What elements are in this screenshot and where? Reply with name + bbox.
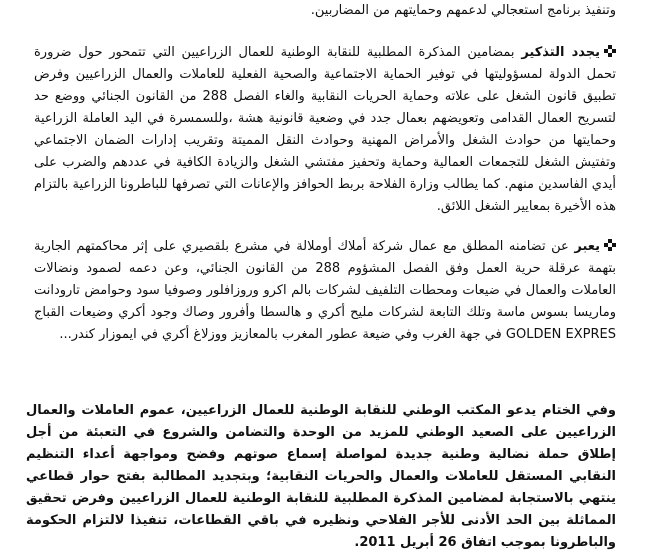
bullet-lead: يجدد التذكير (521, 45, 600, 60)
conclusion-text: وفي الختام يدعو المكتب الوطني للنقابة الوطنية للعمال الزراعيين، عموم العاملات والعمال الزراعيين على الصعيد الوطني للمزيد من الوحدة والتضامن والشروع في التعبئة من أجل إطلاق حملة نضالية وطنية جديدة لمواصلة إسماع صوتهم وفضح ومواجهة أعداء التنظيم النقابي المستقل للعاملات والعمال والحريات النقابية؛ وبتجديد المطالبة بفتح حوار قطاعي ينتهي بالاستجابة لمضامين المذكرة المطلبية للنقابة الوطنية للعمال الزراعيين وفرض تحقيق المماثلة بين الحد الأدنى للأجر الفلاحي ونظيره في باقي القطاعات، تنفيذا لالتزام الحكومة والباطرونا بموجب اتفاق 26 أبريل 2011. (26, 403, 616, 550)
conclusion-paragraph (26, 400, 616, 554)
bullet-text: عن تضامنه المطلق مع عمال شركة أملاك أوملالة في مشرع بلقصيري على إثر محاكمتهم الجارية بتهمة عرقلة حرية العمل وفق الفصل المشؤوم 288 من القانون الجنائي، وعن دعمه لصمود ونضالات العاملات والعمال في ضيعات ومحطات التلفيف لشركات بالم اكرو وروزافلور وصوفيا سود وحوامض تارودانت وماريسا بسوس ماسة وتلك التابعة لشركات مليح أكري و هالسطا وأفرور وصاك وجود أكري وضيعات القباج GOLDEN EXPRES في جهة الغرب وفي ضيعة عطور المغرب بالمعازيز ووزلاغ أكري في ايموزار كندر... (34, 239, 616, 342)
bullet-text: بمضامين المذكرة المطلبية للنقابة الوطنية للعمال الزراعيين التي تتمحور حول ضرورة تحمل الدولة لمسؤوليتها في توفير الحماية الاجتماعية والصحية الفعلية للعاملات والعمال الزراعيين وفرض تطبيق قانون الشغل على علاته وحماية الحريات النقابية والغاء الفصل 288 من القانون الجنائي ووضع حد لتسريح العمال القدامى وتعويضهم بعمال جدد في وضعية قانونية هشة ،وللسمسرة في اليد العاملة الزراعية وحمايتها من حوادث الشغل والأمراض المهنية وحوادث النقل المميتة وتقريب إدارات الضمان الاجتماعي وتفتيش الشغل للتجمعات العمالية وحماية وتحفيز مفتشي الشغل والزيادة الكافية في عددهم والضرب على أيدي الفاسدين منهم. كما يطالب وزارة الفلاحة بربط الحوافز والإعانات التي تصرفها للباطرونا الزراعية بالتزام هذه الأخيرة بمعايير الشغل اللائق. (34, 45, 616, 214)
diamond-bullet-icon (604, 239, 616, 251)
top-fragment-text: وتنفيذ برنامج استعجالي لدعمهم وحمايتهم من المضاربين. (310, 3, 616, 18)
bullet-item-solidarity (34, 236, 616, 346)
diamond-bullet-icon (604, 45, 616, 57)
bullet-lead: يعبر (574, 239, 600, 254)
bullet-item-reminder (34, 42, 616, 218)
top-fragment (56, 0, 616, 22)
